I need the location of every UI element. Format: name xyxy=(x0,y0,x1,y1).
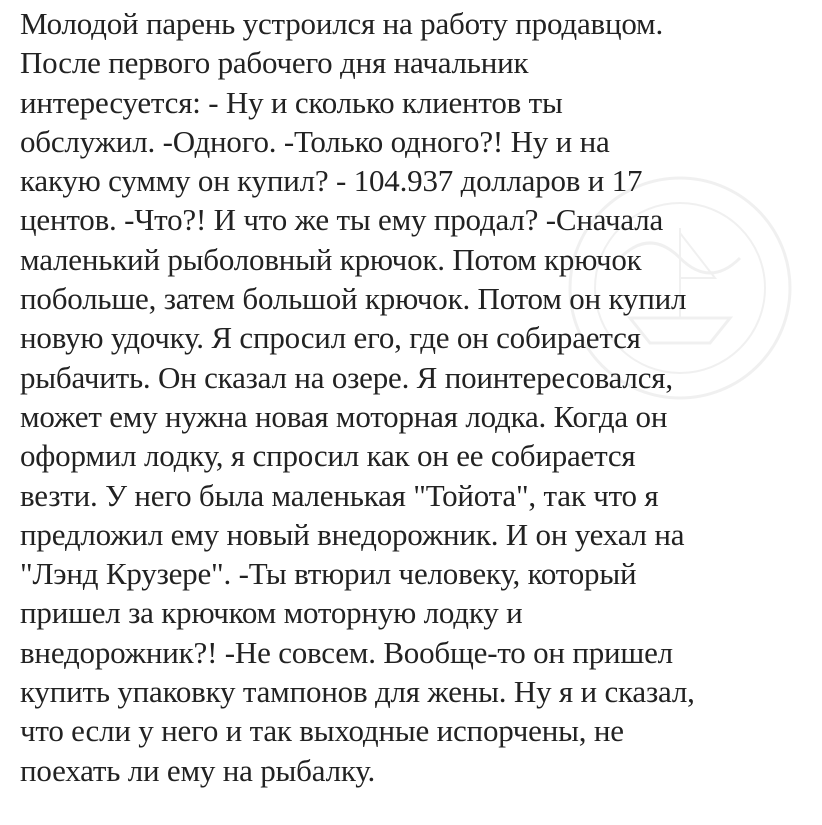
text-line: купить упаковку тампонов для жены. Ну я и сказал, xyxy=(20,674,695,710)
text-line: После первого рабочего дня начальник xyxy=(20,45,529,81)
joke-text xyxy=(20,4,820,790)
text-line: предложил ему новый внедорожник. И он уехал на xyxy=(20,516,685,552)
text-line: пришел за крючком моторную лодку и xyxy=(20,595,523,631)
text-line: рыбачить. Он сказал на озере. Я поинтересовался, xyxy=(20,359,673,395)
text-line: какую сумму он купил? - 104.937 долларов и 17 xyxy=(20,163,643,199)
text-line: что если у него и так выходные испорчены, не xyxy=(20,713,624,749)
text-line: везти. У него была маленькая "Тойота", так что я xyxy=(20,477,659,513)
text-line: обслужил. -Одного. -Только одного?! Ну и на xyxy=(20,123,610,159)
text-line: новую удочку. Я спросил его, где он собирается xyxy=(20,320,641,356)
text-line: может ему нужна новая моторная лодка. Когда он xyxy=(20,398,668,434)
text-line: центов. -Что?! И что же ты ему продал? -Сначала xyxy=(20,202,664,238)
text-line: маленький рыболовный крючок. Потом крючок xyxy=(20,241,642,277)
text-line: оформил лодку, я спросил как он ее собирается xyxy=(20,438,636,474)
text-line: побольше, затем большой крючок. Потом он купил xyxy=(20,281,687,317)
text-line: внедорожник?! -Не совсем. Вообще-то он пришел xyxy=(20,634,673,670)
text-line: поехать ли ему на рыбалку. xyxy=(20,752,376,788)
text-line: "Лэнд Крузере". -Ты втюрил человеку, который xyxy=(20,556,637,592)
text-line: интересуется: - Ну и сколько клиентов ты xyxy=(20,84,563,120)
text-line: Молодой парень устроился на работу продавцом. xyxy=(20,6,664,41)
